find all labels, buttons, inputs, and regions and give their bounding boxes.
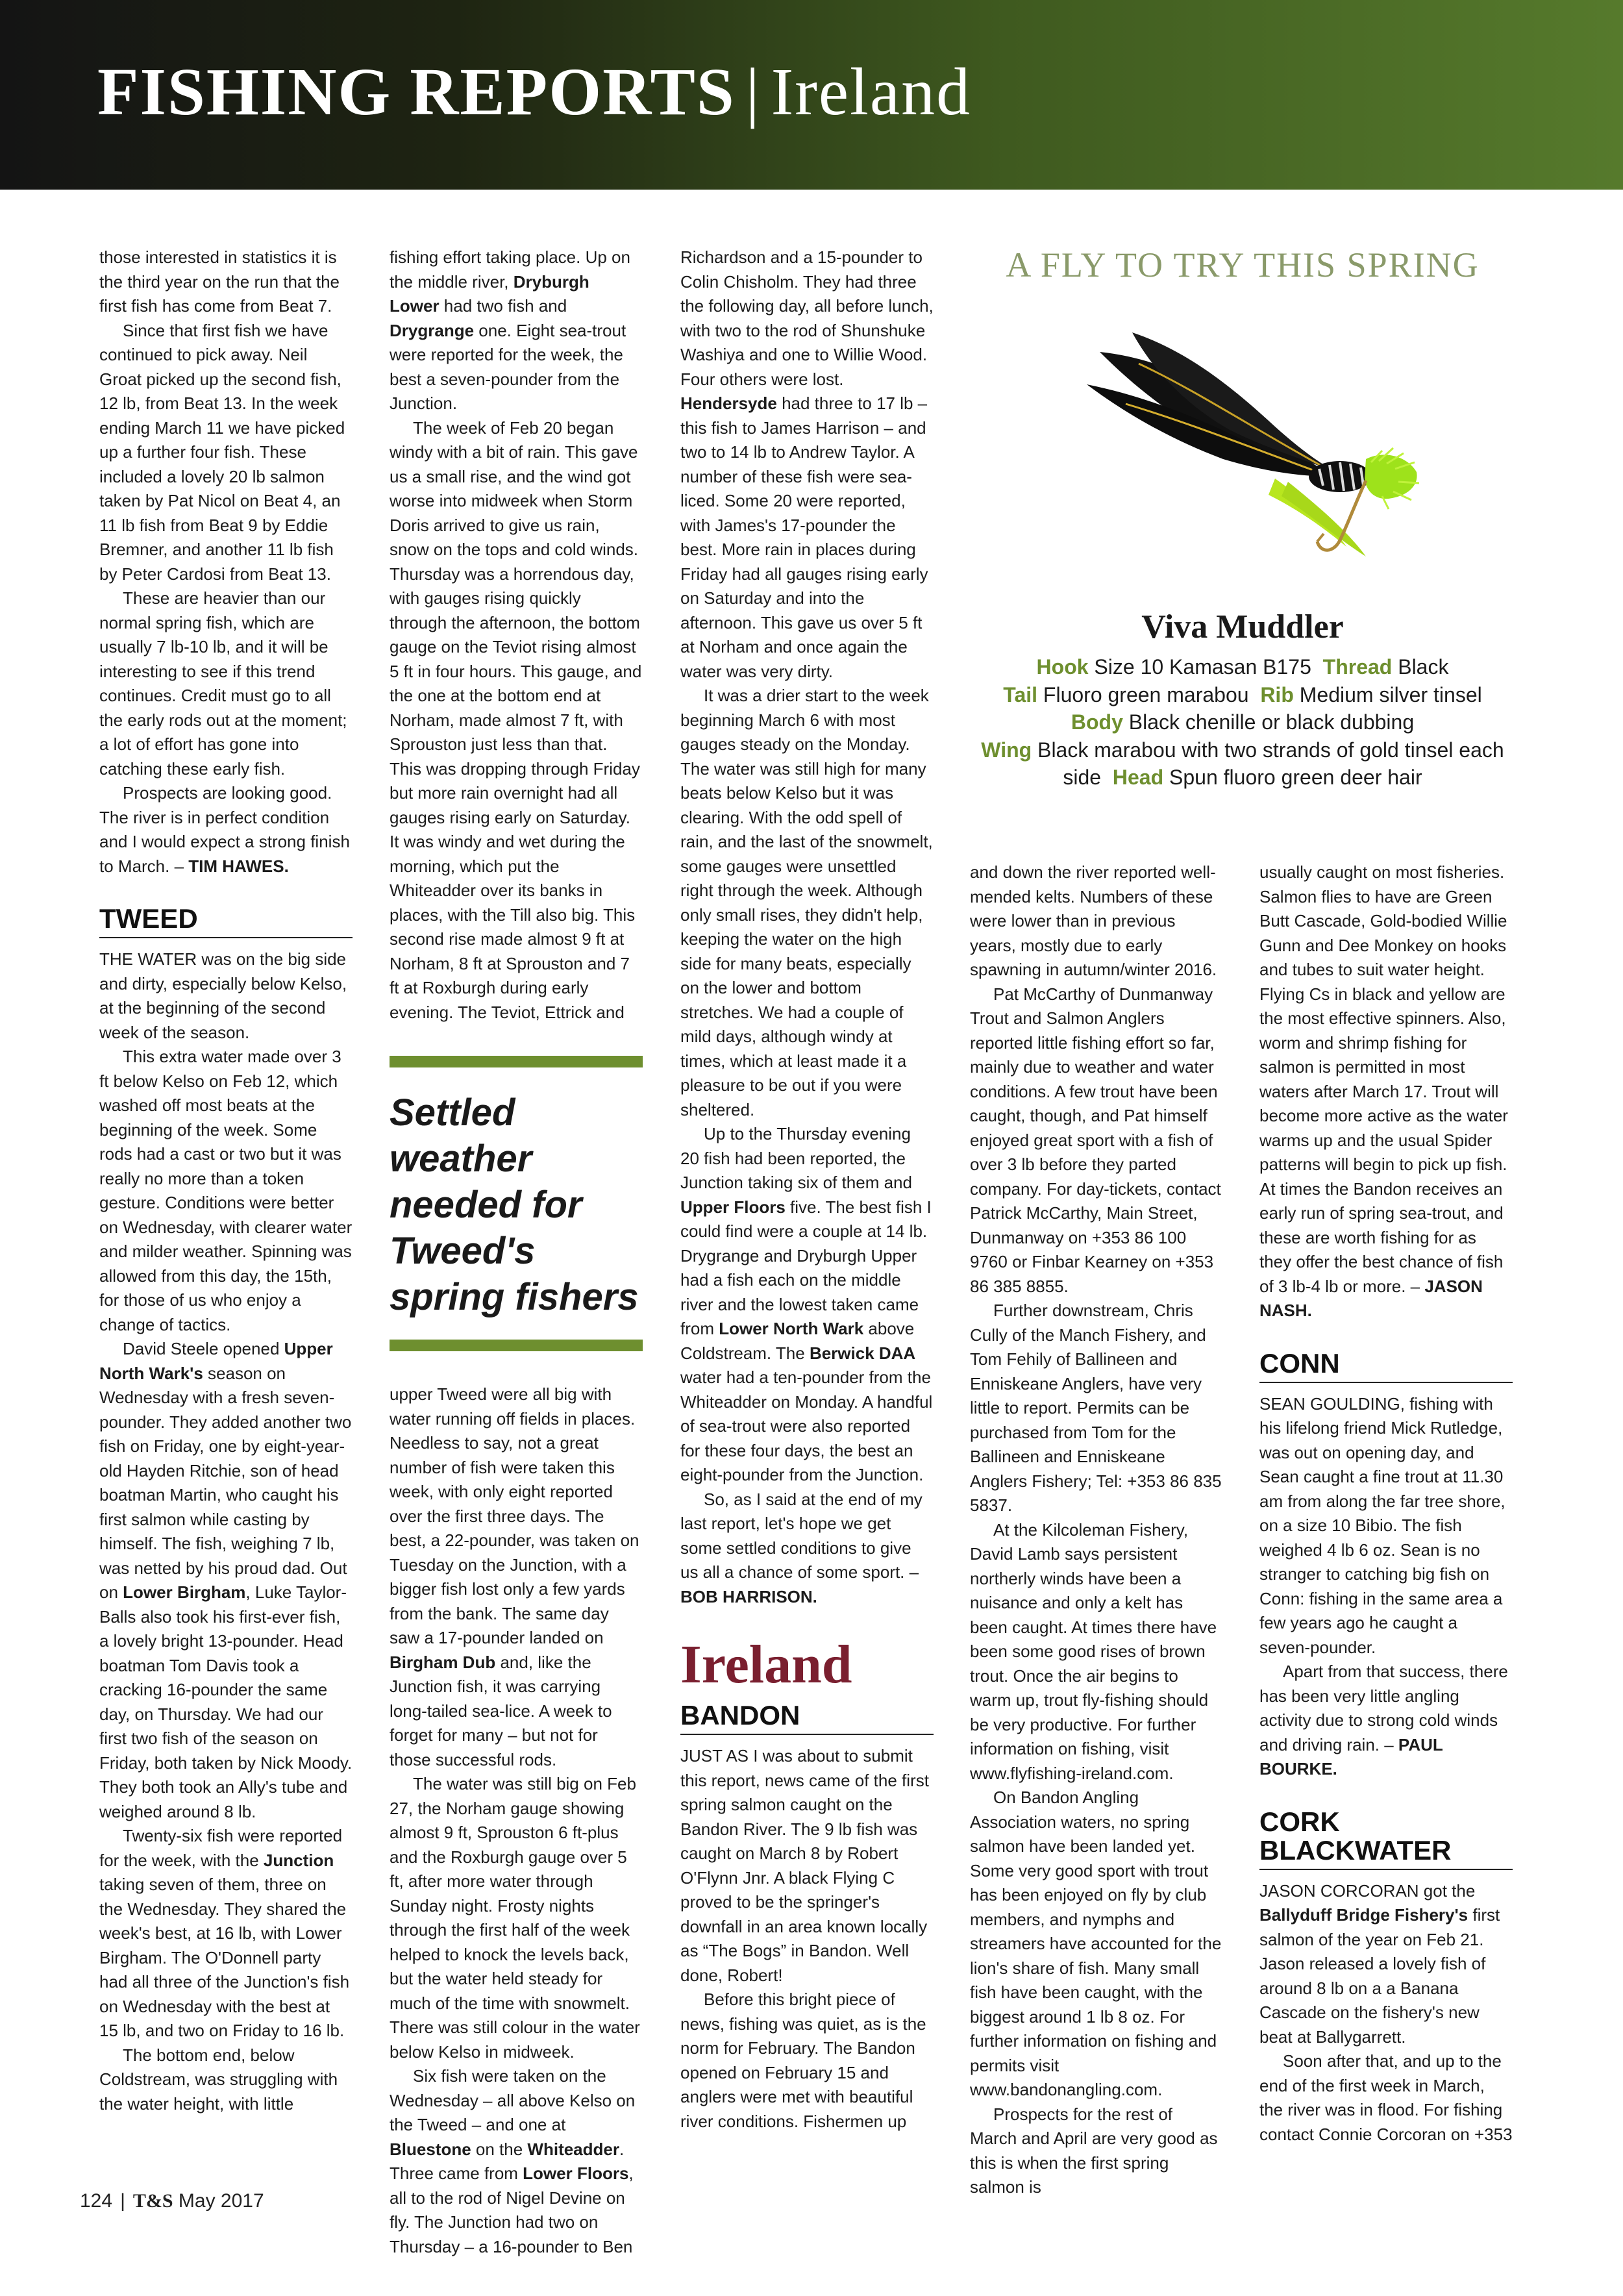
- paragraph: At the Kilcoleman Fishery, David Lamb says persistent northerly winds have been a nuisance and only a kelt has been caught. At times there have been some good rises of brown trout. Once the air begins to warm up, trout fly-fishing should be very productive. For further information on fishing, visit www.flyfishing-ireland.com.: [970, 1519, 1217, 1783]
- paragraph: THE WATER was on the big side and dirty, especially below Kelso, at the beginning of the second week of the season.: [99, 949, 347, 1042]
- paragraph: Apart from that success, there has been very little angling activity due to strong cold winds and driving rain. – PAUL BOURKE.: [1259, 1662, 1508, 1778]
- paragraph: Since that first fish we have continued to pick away. Neil Groat picked up the second fish, 12 lb, from Beat 13. In the week ending March 11 we have picked up a further four fish. These included a lovely 20 lb salmon taken by Pat Nicol on Beat 4, an 11 lb fish from Beat 9 by Eddie Bremner, and another 11 lb fish by Peter Cardosi from Beat 13.: [99, 320, 345, 584]
- article-column-1: [99, 245, 353, 2116]
- paragraph: Before this bright piece of news, fishing was quiet, as is the norm for February. The Bandon opened on February 15 and anglers were met with beautiful river conditions. Fishermen up: [680, 1990, 926, 2131]
- paragraph: So, as I said at the end of my last report, let's hope we get some settled conditions to give us all a chance of some sport. – BOB HARRISON.: [680, 1489, 923, 1606]
- paragraph: These are heavier than our normal spring fish, which are usually 7 lb-10 lb, and it will be interesting to see if this trend continues. Credit must go to all the early rods out at the moment; a lot of effort has gone into catching these early fish.: [99, 588, 347, 779]
- section-name: FISHING REPORTS: [97, 55, 736, 129]
- paragraph: Six fish were taken on the Wednesday – all above Kelso on the Tweed – and one at Bluestone on the Whiteadder. Three came from Lower Floors, all to the rod of Nigel Devine on fly. The Junction had two on Thursday – a 16-pounder to Ben: [390, 2066, 636, 2256]
- page-number: 124: [80, 2190, 113, 2212]
- paragraph: SEAN GOULDING, fishing with his lifelong friend Mick Rutledge, was out on opening day, and Sean caught a fine trout at 11.30 am from along the far tree shore, on a size 10 Bibio. The fish weighed 4 lb 6 oz. Sean is no stranger to catching big fish on Conn: fishing in the same area a few years ago he caught a seven-pounder.: [1259, 1393, 1505, 1657]
- paragraph: Pat McCarthy of Dunmanway Trout and Salmon Anglers reported little fishing effort so far, mainly due to weather and water conditions. A few trout have been caught, though, and Pat himself enjoyed great sport with a fish of over 3 lb before they parted company. For day-tickets, contact Patrick McCarthy, Main Street, Dunmanway on +353 86 100 9760 or Finbar Kearney on +353 86 385 8855.: [970, 984, 1221, 1296]
- author-credit: JASON NASH.: [1259, 1276, 1483, 1320]
- fly-name: Viva Muddler: [1141, 608, 1344, 645]
- paragraph: Richardson and a 15-pounder to Colin Chisholm. They had three the following day, all before lunch, with two to the rod of Shunshuke Washiya and one to Willie Wood. Four others were lost. Hendersyde had three to 17 lb – this fish to James Harrison – and two to 14 lb to Andrew Taylor. A number of these fish were sea-liced. Some 20 were reported, with James's 17-pounder the best. More rain in places during Friday had all gauges rising early on Saturday and into the afternoon. This gave us over 5 ft at Norham and once again the water was very dirty.: [680, 247, 934, 681]
- paragraph: Prospects for the rest of March and April are very good as this is when the first spring salmon is: [970, 2104, 1218, 2197]
- section-heading-tweed: TWEED: [99, 905, 353, 938]
- ireland-section-title: Ireland: [680, 1634, 852, 1695]
- fly-feature-box: [957, 245, 1528, 792]
- article-column-5: [1259, 860, 1513, 2147]
- article-column-4: [970, 860, 1223, 2200]
- paragraph: Prospects are looking good. The river is in perfect condition and I would expect a strong finish to March. – TIM HAWES.: [99, 783, 350, 876]
- paragraph: those interested in statistics it is the third year on the run that the first fish has come from Beat 7.: [99, 247, 340, 316]
- pull-quote-bottom-rule: [390, 1340, 643, 1351]
- page-footer: [80, 2190, 264, 2213]
- paragraph: Up to the Thursday evening 20 fish had been reported, the Junction taking six of them and Upper Floors five. The best fish I could find were a couple at 14 lb. Drygrange and Dryburgh Upper had a fish each on the middle river and the lowest taken came from Lower North Wark above Coldstream. The Berwick DAA water had a ten-pounder from the Whiteadder on Monday. A handful of sea-trout were also reported for these four days, the best an eight-pounder from the Junction.: [680, 1124, 933, 1484]
- paragraph: The bottom end, below Coldstream, was struggling with the water height, with little: [99, 2045, 338, 2114]
- article-column-2: [390, 245, 643, 2259]
- paragraph: The week of Feb 20 began windy with a bit of rain. This gave us a small rise, and the wind got worse into midweek when Storm Doris arrived to give us rain, snow on the tops and cold winds. Thursday was a horrendous day, with gauges rising quickly through the afternoon, the bottom gauge on the Teviot rising almost 5 ft in four hours. This gauge, and the one at the bottom end at Norham, made almost 7 ft, with Sprouston just less than that. This was dropping through Friday but more rain overnight had all gauges rising early on Saturday. It was windy and wet during the morning, which put the Whiteadder over its banks in places, with the Till also big. This second rise made almost 9 ft at Norham, 8 ft at Sprouston and 7 ft at Roxburgh during early evening. The Teviot, Ettrick and: [390, 418, 642, 1022]
- paragraph: JUST AS I was about to submit this report, news came of the first spring salmon caught on the Bandon River. The 9 lb fish was caught on March 8 by Robert O'Flynn Jnr. A black Flying C proved to be the springer's downfall in an area known locally as “The Bogs” in Bandon. Well done, Robert!: [680, 1746, 929, 1985]
- section-heading-conn: CONN: [1259, 1349, 1513, 1383]
- fly-dressing: Hook Size 10 Kamasan B175 Thread Black Tail Fluoro green marabou Rib Medium silver tinsel Body Black chenille or black dubbing Wing Black marabou with two strands of gold tinsel each side Head Spun fluoro green deer hair: [981, 655, 1504, 789]
- pull-quote-top-rule: [390, 1056, 643, 1067]
- paragraph: JASON CORCORAN got the Ballyduff Bridge Fishery's first salmon of the year on Feb 21. Jason released a lovely fish of around 8 lb on a a Banana Cascade on the fishery's new beat at Ballygarrett.: [1259, 1880, 1500, 2047]
- footer-separator: |: [120, 2190, 125, 2212]
- section-heading-bandon: BANDON: [680, 1701, 934, 1735]
- paragraph: On Bandon Angling Association waters, no spring salmon have been landed yet. Some very good sport with trout has been enjoyed on fly by club members, and nymphs and streamers have accounted for the lion's share of fish. Many small fish have been caught, with the biggest around 1 lb 8 oz. For further information on fishing and permits visit www.bandonangling.com.: [970, 1788, 1222, 2099]
- paragraph: This extra water made over 3 ft below Kelso on Feb 12, which washed off most beats at the beginning of the week. Some rods had a cast or two but it was really no more than a token gesture. Conditions were better on Wednesday, with clearer water and milder weather. Spinning was allowed from this day, the 15th, for those of us who enjoy a change of tactics.: [99, 1047, 353, 1334]
- paragraph: It was a drier start to the week beginning March 6 with most gauges steady on the Monday. The water was still high for many beats below Kelso but it was clearing. With the odd spell of rain, and the last of the snowmelt, some gauges were unsettled right through the week. Although only small rises, they didn't help, keeping the water on the high side for many beats, especially on the lower and bottom stretches. We had a couple of mild days, although windy at times, which at least made it a pleasure to be out if you were sheltered.: [680, 686, 933, 1119]
- fly-feature-kicker: A FLY TO TRY THIS SPRING: [1006, 245, 1480, 284]
- paragraph: and down the river reported well-mended kelts. Numbers of these were lower than in previous years, mostly due to early spawning in autumn/winter 2016.: [970, 862, 1217, 979]
- title-separator: |: [745, 55, 761, 129]
- paragraph: upper Tweed were all big with water running off fields in places. Needless to say, not a great number of fish were taken this week, with only eight reported over the first three days. The best, a 22-pounder, was taken on Tuesday on the Junction, with a bigger fish lost only a few yards from the bank. The same day saw a 17-pounder landed on Birgham Dub and, like the Junction fish, it was carrying long-tailed sea-lice. A week to forget for many – but not for those successful rods.: [390, 1384, 639, 1769]
- paragraph: The water was still big on Feb 27, the Norham gauge showing almost 9 ft, Sprouston 6 ft-plus and the Roxburgh gauge over 5 ft, after more water through Sunday night. Frosty nights through the first half of the week helped to knock the levels back, but the water held steady for much of the time with snowmelt. There was still colour in the water below Kelso in midweek.: [390, 1774, 640, 2062]
- issue-date: May 2017: [178, 2190, 264, 2212]
- viva-muddler-fly-icon: [1061, 306, 1424, 592]
- paragraph: Twenty-six fish were reported for the week, with the Junction taking seven of them, three on the Wednesday. They shared the week's best, at 16 lb, with Lower Birgham. The O'Donnell party had all three of the Junction's fish on Wednesday with the best at 15 lb, and two on Friday to 16 lb.: [99, 1826, 350, 2040]
- paragraph: Soon after that, and up to the end of the first week in March, the river was in flood. For fishing contact Connie Corcoran on +353: [1259, 2051, 1513, 2144]
- region-name: Ireland: [771, 55, 972, 129]
- paragraph: usually caught on most fisheries. Salmon flies to have are Green Butt Cascade, Gold-bodied Willie Gunn and Dee Monkey on hooks and tubes to suit water height. Flying Cs in black and yellow are the most effective spinners. Also, worm and shrimp fishing for salmon is permitted in most waters after March 17. Trout will become more active as the water warms up and the usual Spider patterns will begin to pick up fish. At times the Bandon receives an early run of spring sea-trout, and these are worth fishing for as they offer the best chance of fish of 3 lb-4 lb or more. – JASON NASH.: [1259, 862, 1508, 1320]
- page-title: [97, 56, 971, 129]
- author-credit: PAUL BOURKE.: [1259, 1734, 1443, 1778]
- article-column-3: [680, 245, 934, 2134]
- author-credit: TIM HAWES.: [188, 856, 289, 876]
- author-credit: BOB HARRISON.: [680, 1586, 817, 1606]
- pull-quote-text: Settled weather needed for Tweed's spring fishers: [390, 1092, 639, 1318]
- paragraph: Further downstream, Chris Cully of the Manch Fishery, and Tom Fehily of Ballineen and Enniskeane Anglers, have very little to report. Permits can be purchased from Tom for the Ballineen and Enniskeane Anglers Fishery; Tel: +353 86 835 5837.: [970, 1301, 1222, 1515]
- header-banner: [0, 0, 1623, 190]
- section-heading-cork-blackwater: CORK BLACKWATER: [1259, 1808, 1513, 1870]
- paragraph: fishing effort taking place. Up on the middle river, Dryburgh Lower had two fish and Drygrange one. Eight sea-trout were reported for the week, the best a seven-pounder from the Junction.: [390, 247, 630, 413]
- pull-quote: [390, 1056, 643, 1351]
- paragraph: David Steele opened Upper North Wark's season on Wednesday with a fresh seven-pounder. They added another two fish on Friday, one by eight-year-old Hayden Ritchie, son of head boatman Martin, who caught his first salmon while casting by himself. The fish, weighing 7 lb, was netted by his proud dad. Out on Lower Birgham, Luke Taylor-Balls also took his first-ever fish, a lovely bright 13-pounder. Head boatman Tom Davis took a cracking 16-pounder the same day, on Thursday. We had our first two fish of the season on Friday, both taken by Nick Moody. They both took an Ally's tube and weighed around 8 lb.: [99, 1339, 353, 1821]
- magazine-brand: T&S: [132, 2190, 173, 2212]
